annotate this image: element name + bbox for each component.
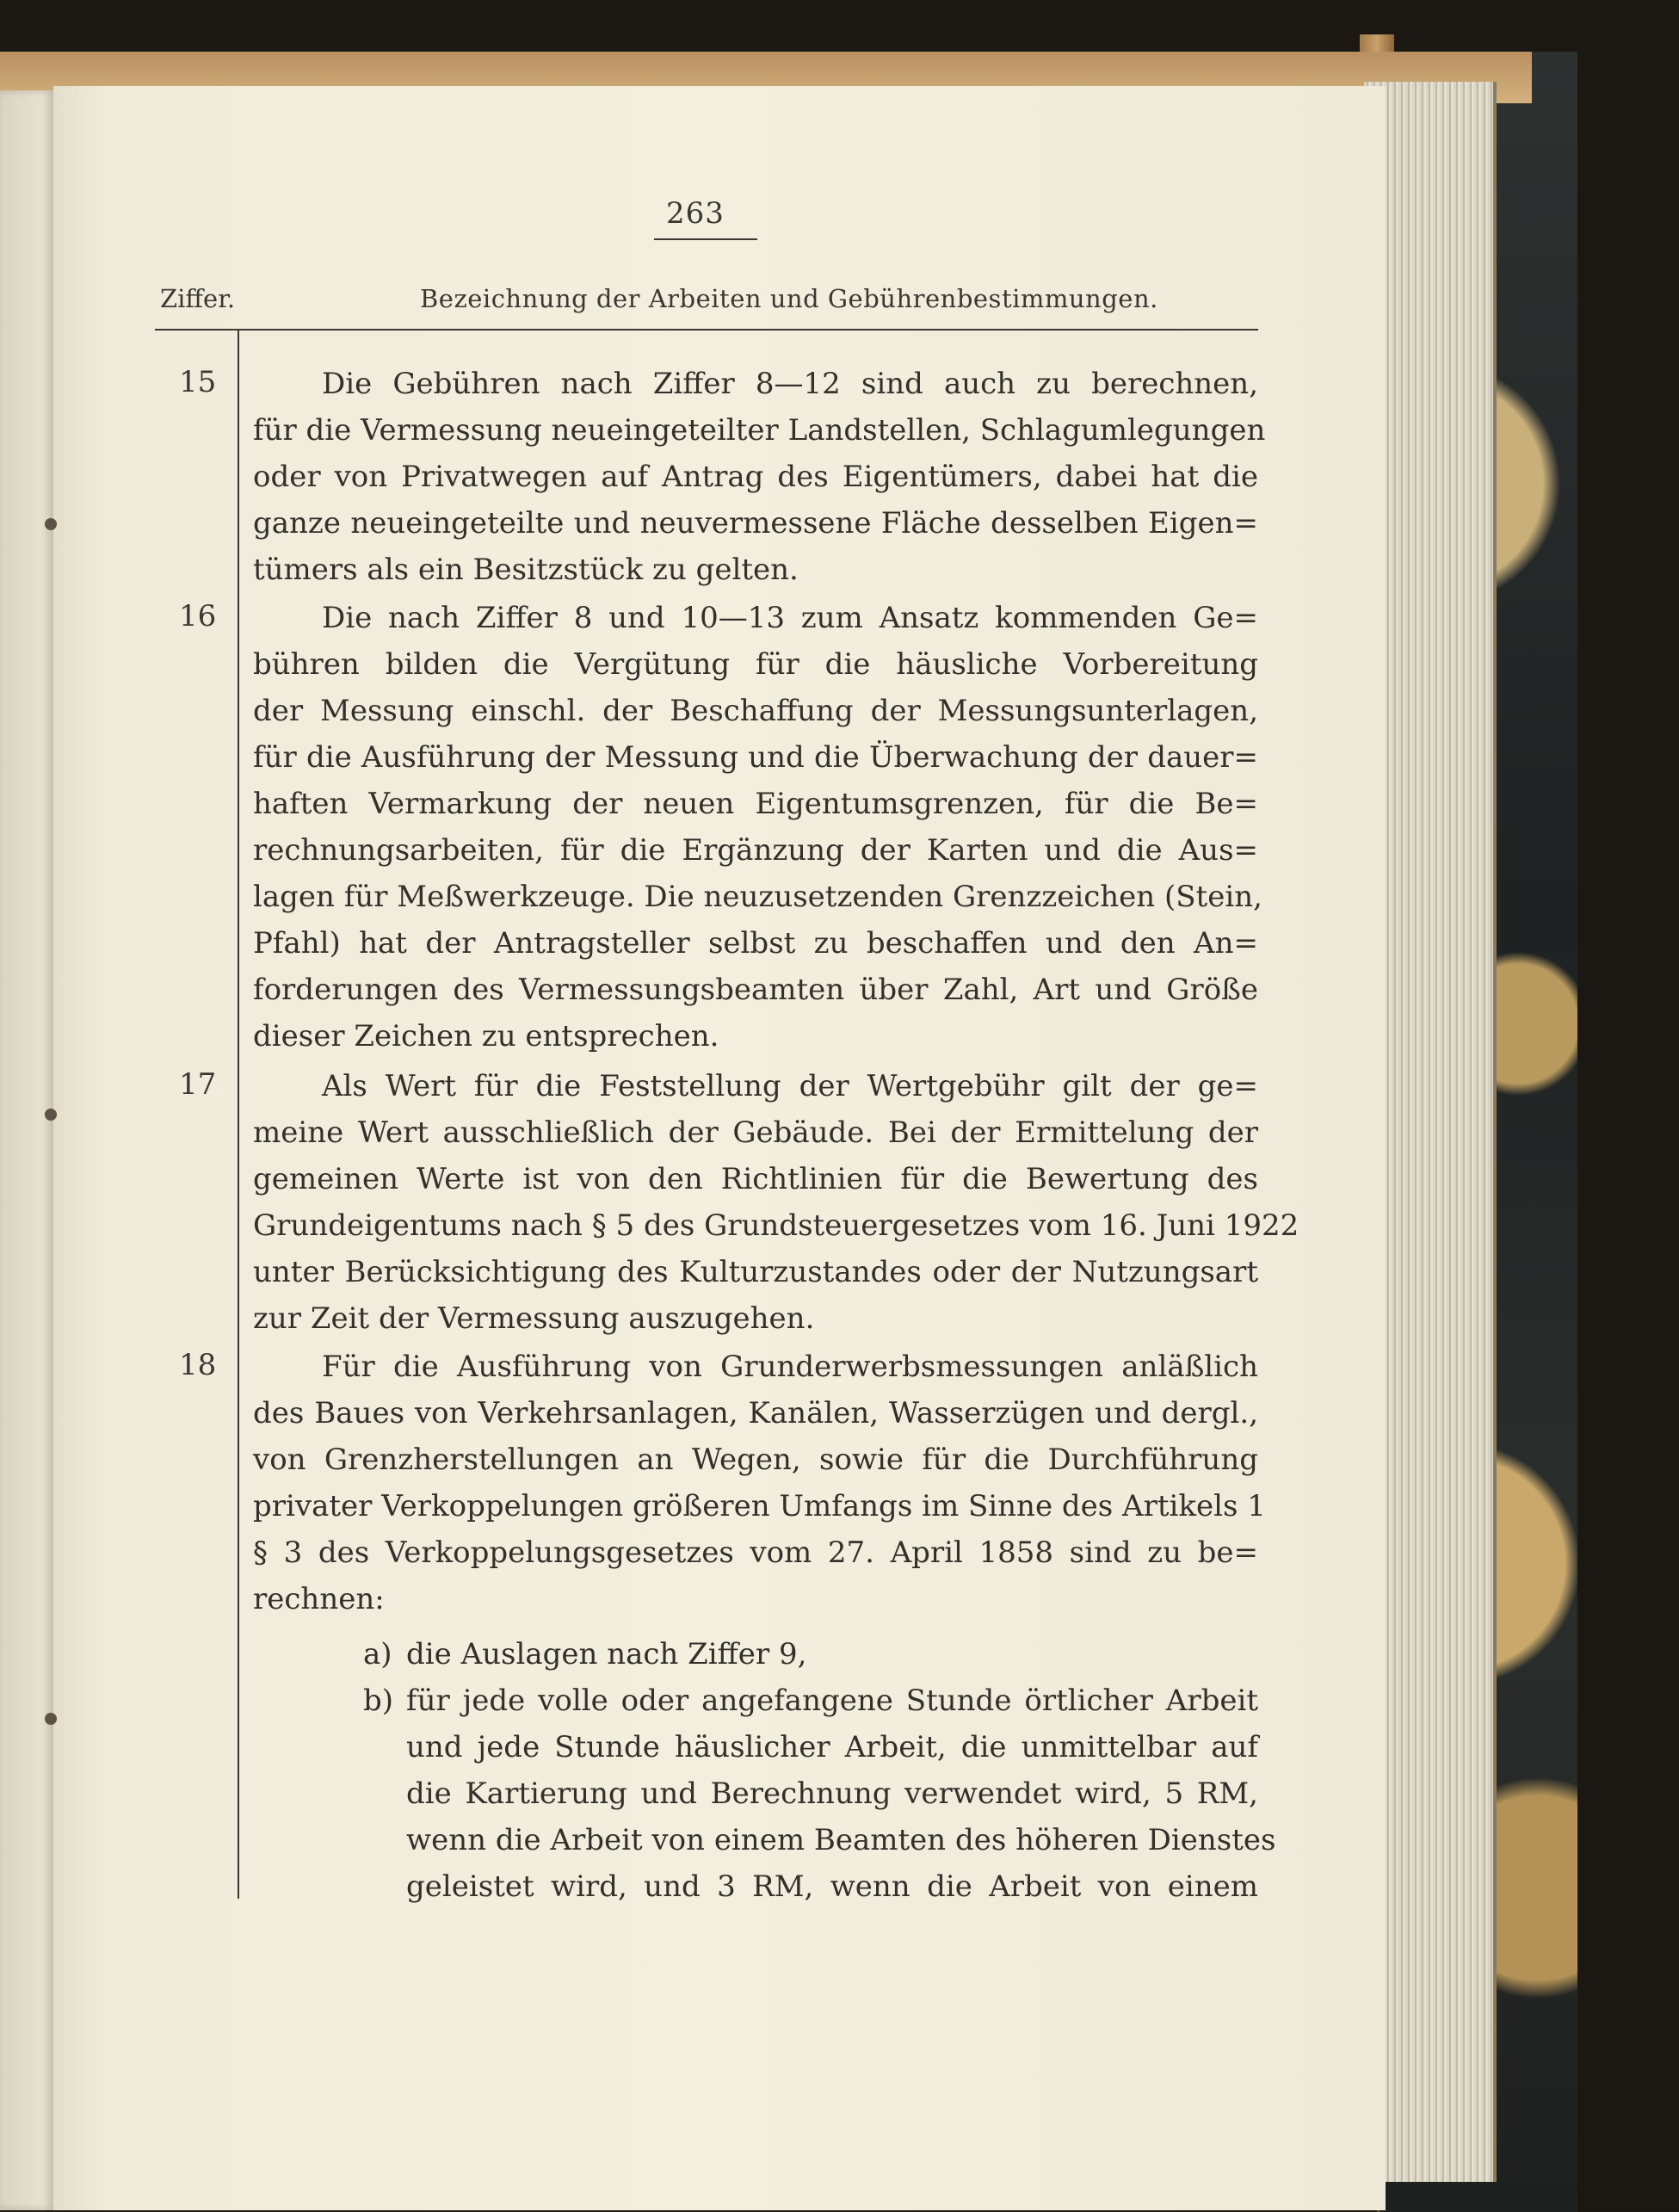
text-line: forderungen des Vermessungsbeamten über Zahl, Art und Größe [253,973,1258,1007]
text-line: rechnungsarbeiten, für die Ergänzung der Karten und die Aus= [253,833,1258,868]
text-line: lagen für Meßwerkzeuge. Die neuzusetzenden Grenzzeichen (Stein, [253,880,1262,914]
text-line: für die Ausführung der Messung und die Überwachung der dauer= [253,740,1258,775]
item-line: und jede Stunde häuslicher Arbeit, die unmittelbar auf [406,1730,1258,1764]
text-line: haften Vermarkung der neuen Eigentumsgrenzen, für die Be= [253,787,1258,821]
column-header-main: Bezeichnung der Arbeiten und Gebührenbestimmungen. [420,284,1158,313]
text-line: meine Wert ausschließlich der Gebäude. Bei der Ermittelung der [253,1115,1258,1150]
header-rule [155,329,1258,331]
text-line: Pfahl) hat der Antragsteller selbst zu beschaffen und den An= [253,926,1258,961]
text-line: Die Gebühren nach Ziffer 8—12 sind auch zu berechnen, [322,367,1258,401]
section-number: 17 [179,1067,217,1102]
section-number: 18 [179,1348,217,1382]
text-line: unter Berücksichtigung des Kulturzustandes oder der Nutzungsart [253,1255,1258,1289]
text-line: für die Vermessung neueingeteilter Landstellen, Schlagumlegungen [253,413,1266,448]
item-line: geleistet wird, und 3 RM, wenn die Arbeit von einem [406,1869,1258,1904]
text-line: von Grenzherstellungen an Wegen, sowie für die Durchführung [253,1443,1258,1477]
column-divider [238,331,239,1899]
text-line: oder von Privatwegen auf Antrag des Eigentümers, dabei hat die [253,460,1258,494]
text-line: privater Verkoppelungen größeren Umfangs im Sinne des Artikels 1 [253,1489,1266,1523]
text-line: tümers als ein Besitzstück zu gelten. [253,553,799,587]
item-label: a) [363,1637,392,1671]
section-number: 16 [179,599,217,633]
left-page-gutter [0,90,53,2210]
text-line: des Baues von Verkehrsanlagen, Kanälen, Wasserzügen und dergl., [253,1396,1258,1430]
text-line: gemeinen Werte ist von den Richtlinien für die Bewertung des [253,1162,1258,1196]
section-number: 15 [179,365,217,399]
binding-hole [45,1713,57,1725]
item-line: die Kartierung und Berechnung verwendet wird, 5 RM, [406,1776,1258,1811]
item-label: b) [363,1684,394,1718]
text-line: bühren bilden die Vergütung für die häusliche Vorbereitung [253,647,1258,682]
text-line: Die nach Ziffer 8 und 10—13 zum Ansatz kommenden Ge= [322,601,1258,635]
column-header-number: Ziffer. [160,284,236,313]
item-line: die Auslagen nach Ziffer 9, [406,1637,807,1671]
item-line: wenn die Arbeit von einem Beamten des höheren Dienstes [406,1823,1276,1857]
text-line: Grundeigentums nach § 5 des Grundsteuergesetzes vom 16. Juni 1922 [253,1208,1299,1243]
page-number-rule [654,238,757,240]
text-line: dieser Zeichen zu entsprechen. [253,1019,719,1053]
text-line: zur Zeit der Vermessung auszugehen. [253,1301,815,1336]
text-line: Als Wert für die Feststellung der Wertgebühr gilt der ge= [322,1069,1258,1103]
text-line: § 3 des Verkoppelungsgesetzes vom 27. April 1858 sind zu be= [253,1535,1258,1570]
binding-hole [45,518,57,530]
item-line: für jede volle oder angefangene Stunde örtlicher Arbeit [406,1684,1258,1718]
text-line: ganze neueingeteilte und neuvermessene Fläche desselben Eigen= [253,506,1258,541]
binding-hole [45,1109,57,1121]
text-line: Für die Ausführung von Grunderwerbsmessungen anläßlich [322,1350,1258,1384]
text-line: der Messung einschl. der Beschaffung der Messungsunterlagen, [253,694,1258,728]
page-number: 263 [666,196,725,231]
text-line: rechnen: [253,1582,385,1616]
